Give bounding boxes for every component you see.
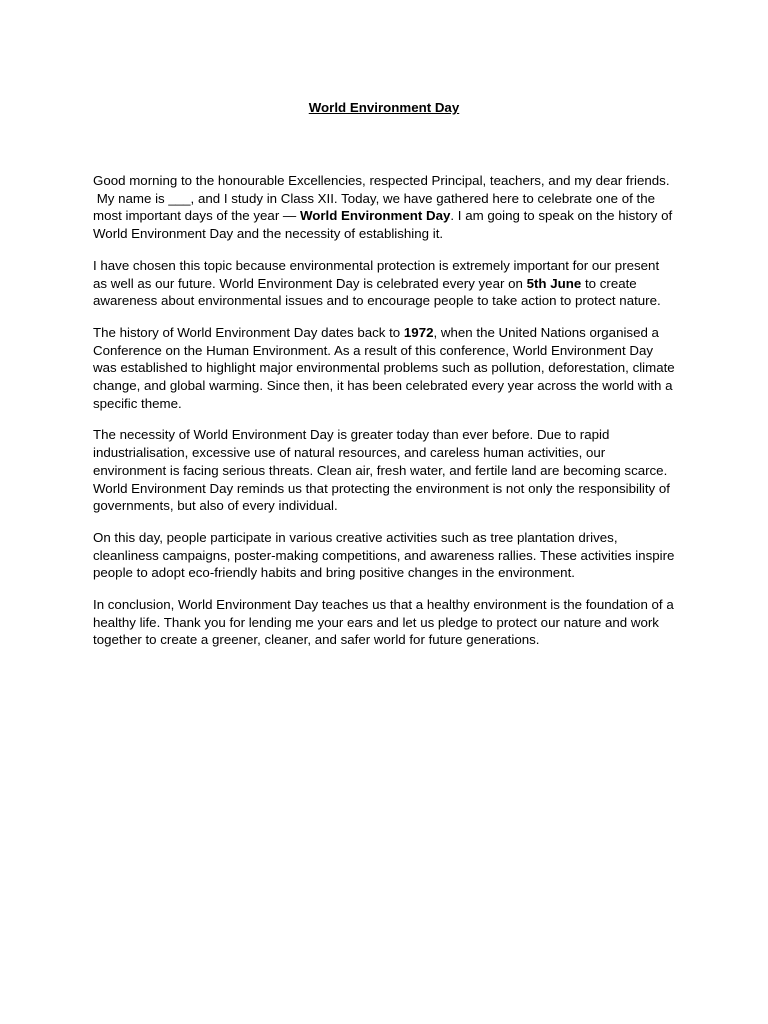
- history-text-1: The history of World Environment Day dates back to: [93, 324, 404, 340]
- topic-bold-date: 5th June: [526, 275, 582, 291]
- intro-text-2: . I am going to speak on the history of World Environment Day and the necessity of establishing it.: [93, 208, 673, 242]
- greeting-line: Good morning to the honourable Excellencies, respected Principal, teachers, and my dear friends.: [93, 173, 670, 188]
- history-bold-year: 1972: [403, 324, 434, 340]
- history-text-2: , when the United Nations organised a Conference on the Human Environment. As a result of this conference, World Environment Day was established to highlight major environmental problems such as pollution, deforestation, climate change, and global warming. Since then, it has been celebrated every year across the world with a specific theme.: [93, 324, 675, 411]
- paragraph-history: [93, 324, 675, 413]
- topic-text-1: I have chosen this topic because environmental protection is extremely important for our present as well as our future. World Environment Day is celebrated every year on: [93, 257, 660, 291]
- paragraph-necessity: The necessity of World Environment Day is greater today than ever before. Due to rapid industrialisation, excessive use of natural resources, and careless human activities, our environment is facing serious threats. Clean air, fresh water, and fertile land are becoming scarce. World Environment Day reminds us that protecting the environment is not only the responsibility of governments, but also of every individual.: [93, 427, 670, 514]
- paragraph-conclusion: In conclusion, World Environment Day teaches us that a healthy environment is the foundation of a healthy life. Thank you for lending me your ears and let us pledge to protect our nature and work together to create a greener, cleaner, and safer world for future generations.: [93, 597, 674, 648]
- paragraph-greeting: [93, 172, 675, 243]
- intro-text-1: My name is ___, and I study in Class XII. Today, we have gathered here to celebrate one of the most important days of the year —: [93, 190, 659, 224]
- paragraph-topic: [93, 257, 675, 310]
- paragraph-activities: On this day, people participate in various creative activities such as tree plantation drives, cleanliness campaigns, poster-making competitions, and awareness rallies. These activities inspire people to adopt eco-friendly habits and bring positive changes in the environment.: [93, 529, 675, 581]
- intro-bold-event: World Environment Day: [299, 208, 451, 224]
- document-page: [93, 99, 675, 663]
- topic-text-2: to create awareness about environmental issues and to encourage people to take action to protect nature.: [93, 275, 661, 309]
- document-title: World Environment Day: [308, 100, 460, 115]
